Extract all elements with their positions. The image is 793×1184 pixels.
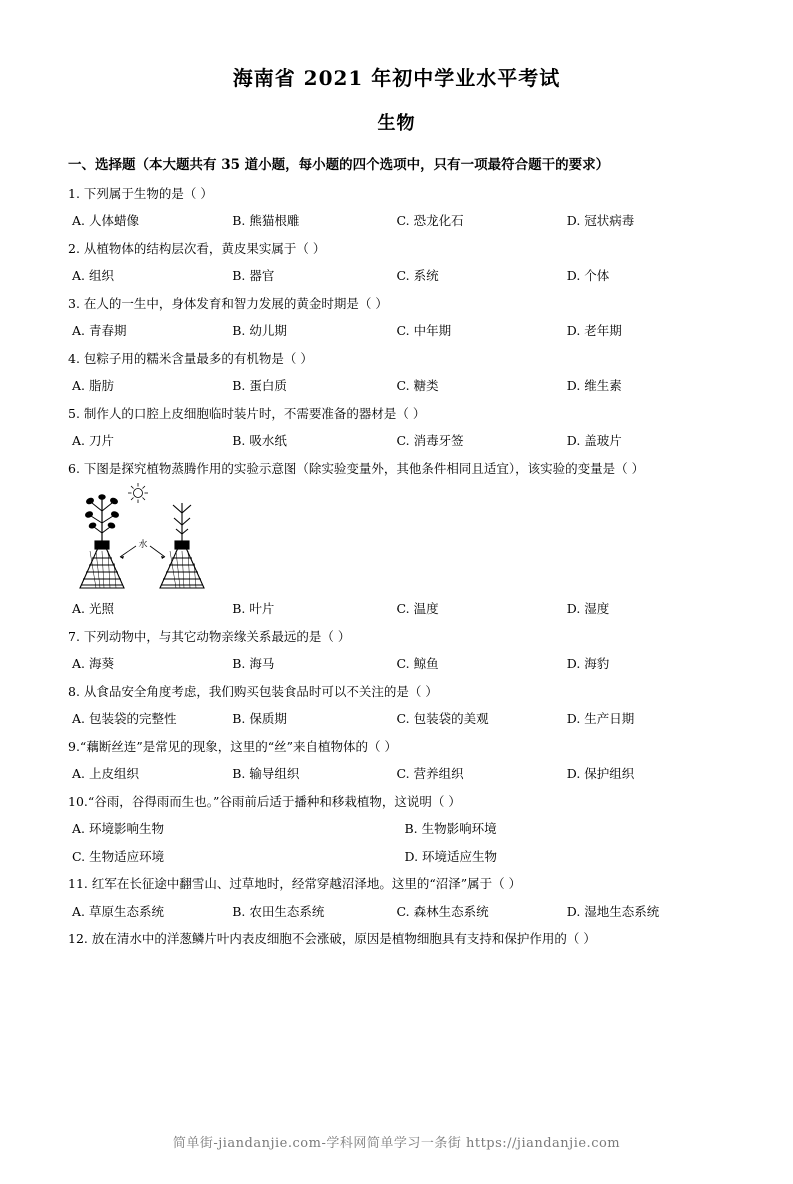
- option-row: [68, 215, 725, 228]
- option-row: [68, 380, 725, 393]
- option-d[interactable]: D. 环境适应生物: [404, 848, 498, 864]
- leafless-plant-icon: [173, 503, 191, 543]
- option-d[interactable]: D. 老年期: [566, 323, 622, 338]
- option-a[interactable]: A. 上皮组织: [72, 766, 139, 781]
- option-row: [68, 658, 725, 671]
- exam-content: [68, 159, 725, 946]
- option-a[interactable]: A. 草原生态系统: [72, 903, 164, 919]
- option-c[interactable]: C. 中年期: [396, 323, 452, 338]
- option-row: [68, 848, 725, 864]
- option-b[interactable]: B. 吸水纸: [232, 433, 287, 448]
- option-c[interactable]: C. 温度: [396, 601, 439, 616]
- option-c[interactable]: C. 消毒牙签: [396, 433, 464, 448]
- option-c[interactable]: C. 营养组织: [396, 766, 464, 781]
- option-b[interactable]: B. 海马: [232, 656, 275, 671]
- option-b[interactable]: B. 蛋白质: [232, 378, 287, 393]
- option-b[interactable]: B. 幼儿期: [232, 323, 287, 338]
- option-a[interactable]: A. 组织: [72, 268, 114, 283]
- option-c[interactable]: C. 鲸鱼: [396, 656, 439, 671]
- question-stem: 5. 制作人的口腔上皮细胞临时装片时，不需要准备的器材是（ ）: [68, 405, 426, 421]
- option-d[interactable]: D. 湿地生态系统: [566, 903, 660, 919]
- option-a[interactable]: A. 光照: [72, 601, 114, 616]
- question-stem: 8. 从食品安全角度考虑，我们购买包装食品时可以不关注的是（ ）: [68, 683, 438, 699]
- option-c[interactable]: C. 包装袋的美观: [396, 711, 489, 726]
- option-row: [68, 713, 725, 726]
- exam-page: [0, 62, 793, 1184]
- left-flask-icon: [80, 541, 124, 588]
- question-stem: 7. 下列动物中，与其它动物亲缘关系最远的是（ ）: [68, 628, 351, 644]
- subject-title: 生物: [377, 113, 416, 134]
- option-a[interactable]: A. 包装袋的完整性: [72, 711, 177, 726]
- option-row: [68, 603, 725, 616]
- option-d[interactable]: D. 盖玻片: [566, 433, 622, 448]
- right-flask-icon: [160, 541, 204, 588]
- option-row: [68, 270, 725, 283]
- question-stem: 6. 下图是探究植物蒸腾作用的实验示意图（除实验变量外，其他条件相同且适宜），该实验的变量是（ ）: [68, 460, 645, 476]
- option-d[interactable]: D. 湿度: [566, 601, 610, 616]
- option-row: [68, 435, 725, 448]
- question-stem: 4. 包粽子用的糯米含量最多的有机物是（ ）: [68, 350, 313, 366]
- option-c[interactable]: C. 恐龙化石: [396, 213, 464, 228]
- question-stem: 3. 在人的一生中，身体发育和智力发展的黄金时期是（ ）: [68, 295, 388, 311]
- sun-icon: [128, 483, 148, 503]
- question-stem: 11. 红军在长征途中翻雪山、过草地时，经常穿越沼泽地。这里的“沼泽”属于（ ）: [68, 876, 522, 891]
- option-d[interactable]: D. 维生素: [566, 378, 622, 393]
- leafy-plant-icon: [85, 495, 120, 543]
- question-stem: 12. 放在清水中的洋葱鳞片叶内表皮细胞不会涨破，原因是植物细胞具有支持和保护作用的（ ）: [68, 931, 596, 946]
- option-a[interactable]: A. 青春期: [72, 323, 127, 338]
- option-row: [68, 823, 725, 836]
- option-b[interactable]: B. 农田生态系统: [232, 903, 325, 919]
- option-b[interactable]: B. 保质期: [232, 711, 287, 726]
- option-b[interactable]: B. 生物影响环境: [404, 821, 497, 836]
- option-a[interactable]: A. 脂肪: [72, 378, 114, 393]
- option-b[interactable]: B. 器官: [232, 268, 275, 283]
- option-b[interactable]: B. 熊猫根雕: [232, 213, 300, 228]
- option-row: [68, 768, 725, 781]
- option-c[interactable]: C. 系统: [396, 268, 439, 283]
- page-title: 海南省 2021 年初中学业水平考试: [232, 66, 561, 90]
- option-row: [68, 903, 725, 919]
- section-heading: 一、选择题（本大题共有 35 道小题，每小题的四个选项中，只有一项最符合题干的要求）: [68, 157, 610, 173]
- option-c[interactable]: C. 糖类: [396, 378, 439, 393]
- footer-watermark: 简单街-jiandanjie.com-学科网简单学习一条街 https://jiandanjie.com: [172, 1136, 621, 1151]
- question-stem: 2. 从植物体的结构层次看，黄皮果实属于（ ）: [68, 240, 326, 256]
- option-c[interactable]: C. 生物适应环境: [72, 848, 165, 864]
- water-label: 水: [138, 540, 148, 550]
- option-b[interactable]: B. 叶片: [232, 601, 275, 616]
- option-d[interactable]: D. 冠状病毒: [566, 213, 635, 228]
- option-b[interactable]: B. 输导组织: [232, 766, 300, 781]
- question-stem: 10.“谷雨，谷得雨而生也。”谷雨前后适于播种和移栽植物，这说明（ ）: [68, 793, 461, 809]
- option-a[interactable]: A. 环境影响生物: [72, 821, 164, 836]
- option-d[interactable]: D. 个体: [566, 268, 610, 283]
- option-a[interactable]: A. 刀片: [72, 433, 114, 448]
- question-stem: 9.“藕断丝连”是常见的现象，这里的“丝”来自植物体的（ ）: [68, 738, 397, 754]
- option-a[interactable]: A. 人体蜡像: [72, 213, 139, 228]
- option-a[interactable]: A. 海葵: [72, 656, 114, 671]
- option-d[interactable]: D. 保护组织: [566, 766, 635, 781]
- option-row: [68, 325, 725, 338]
- transpiration-experiment-figure: [70, 481, 725, 599]
- question-stem: 1. 下列属于生物的是（ ）: [68, 185, 213, 201]
- option-d[interactable]: D. 海豹: [566, 656, 610, 671]
- option-d[interactable]: D. 生产日期: [566, 711, 635, 726]
- option-c[interactable]: C. 森林生态系统: [396, 903, 489, 919]
- experiment-diagram-svg: [70, 481, 250, 599]
